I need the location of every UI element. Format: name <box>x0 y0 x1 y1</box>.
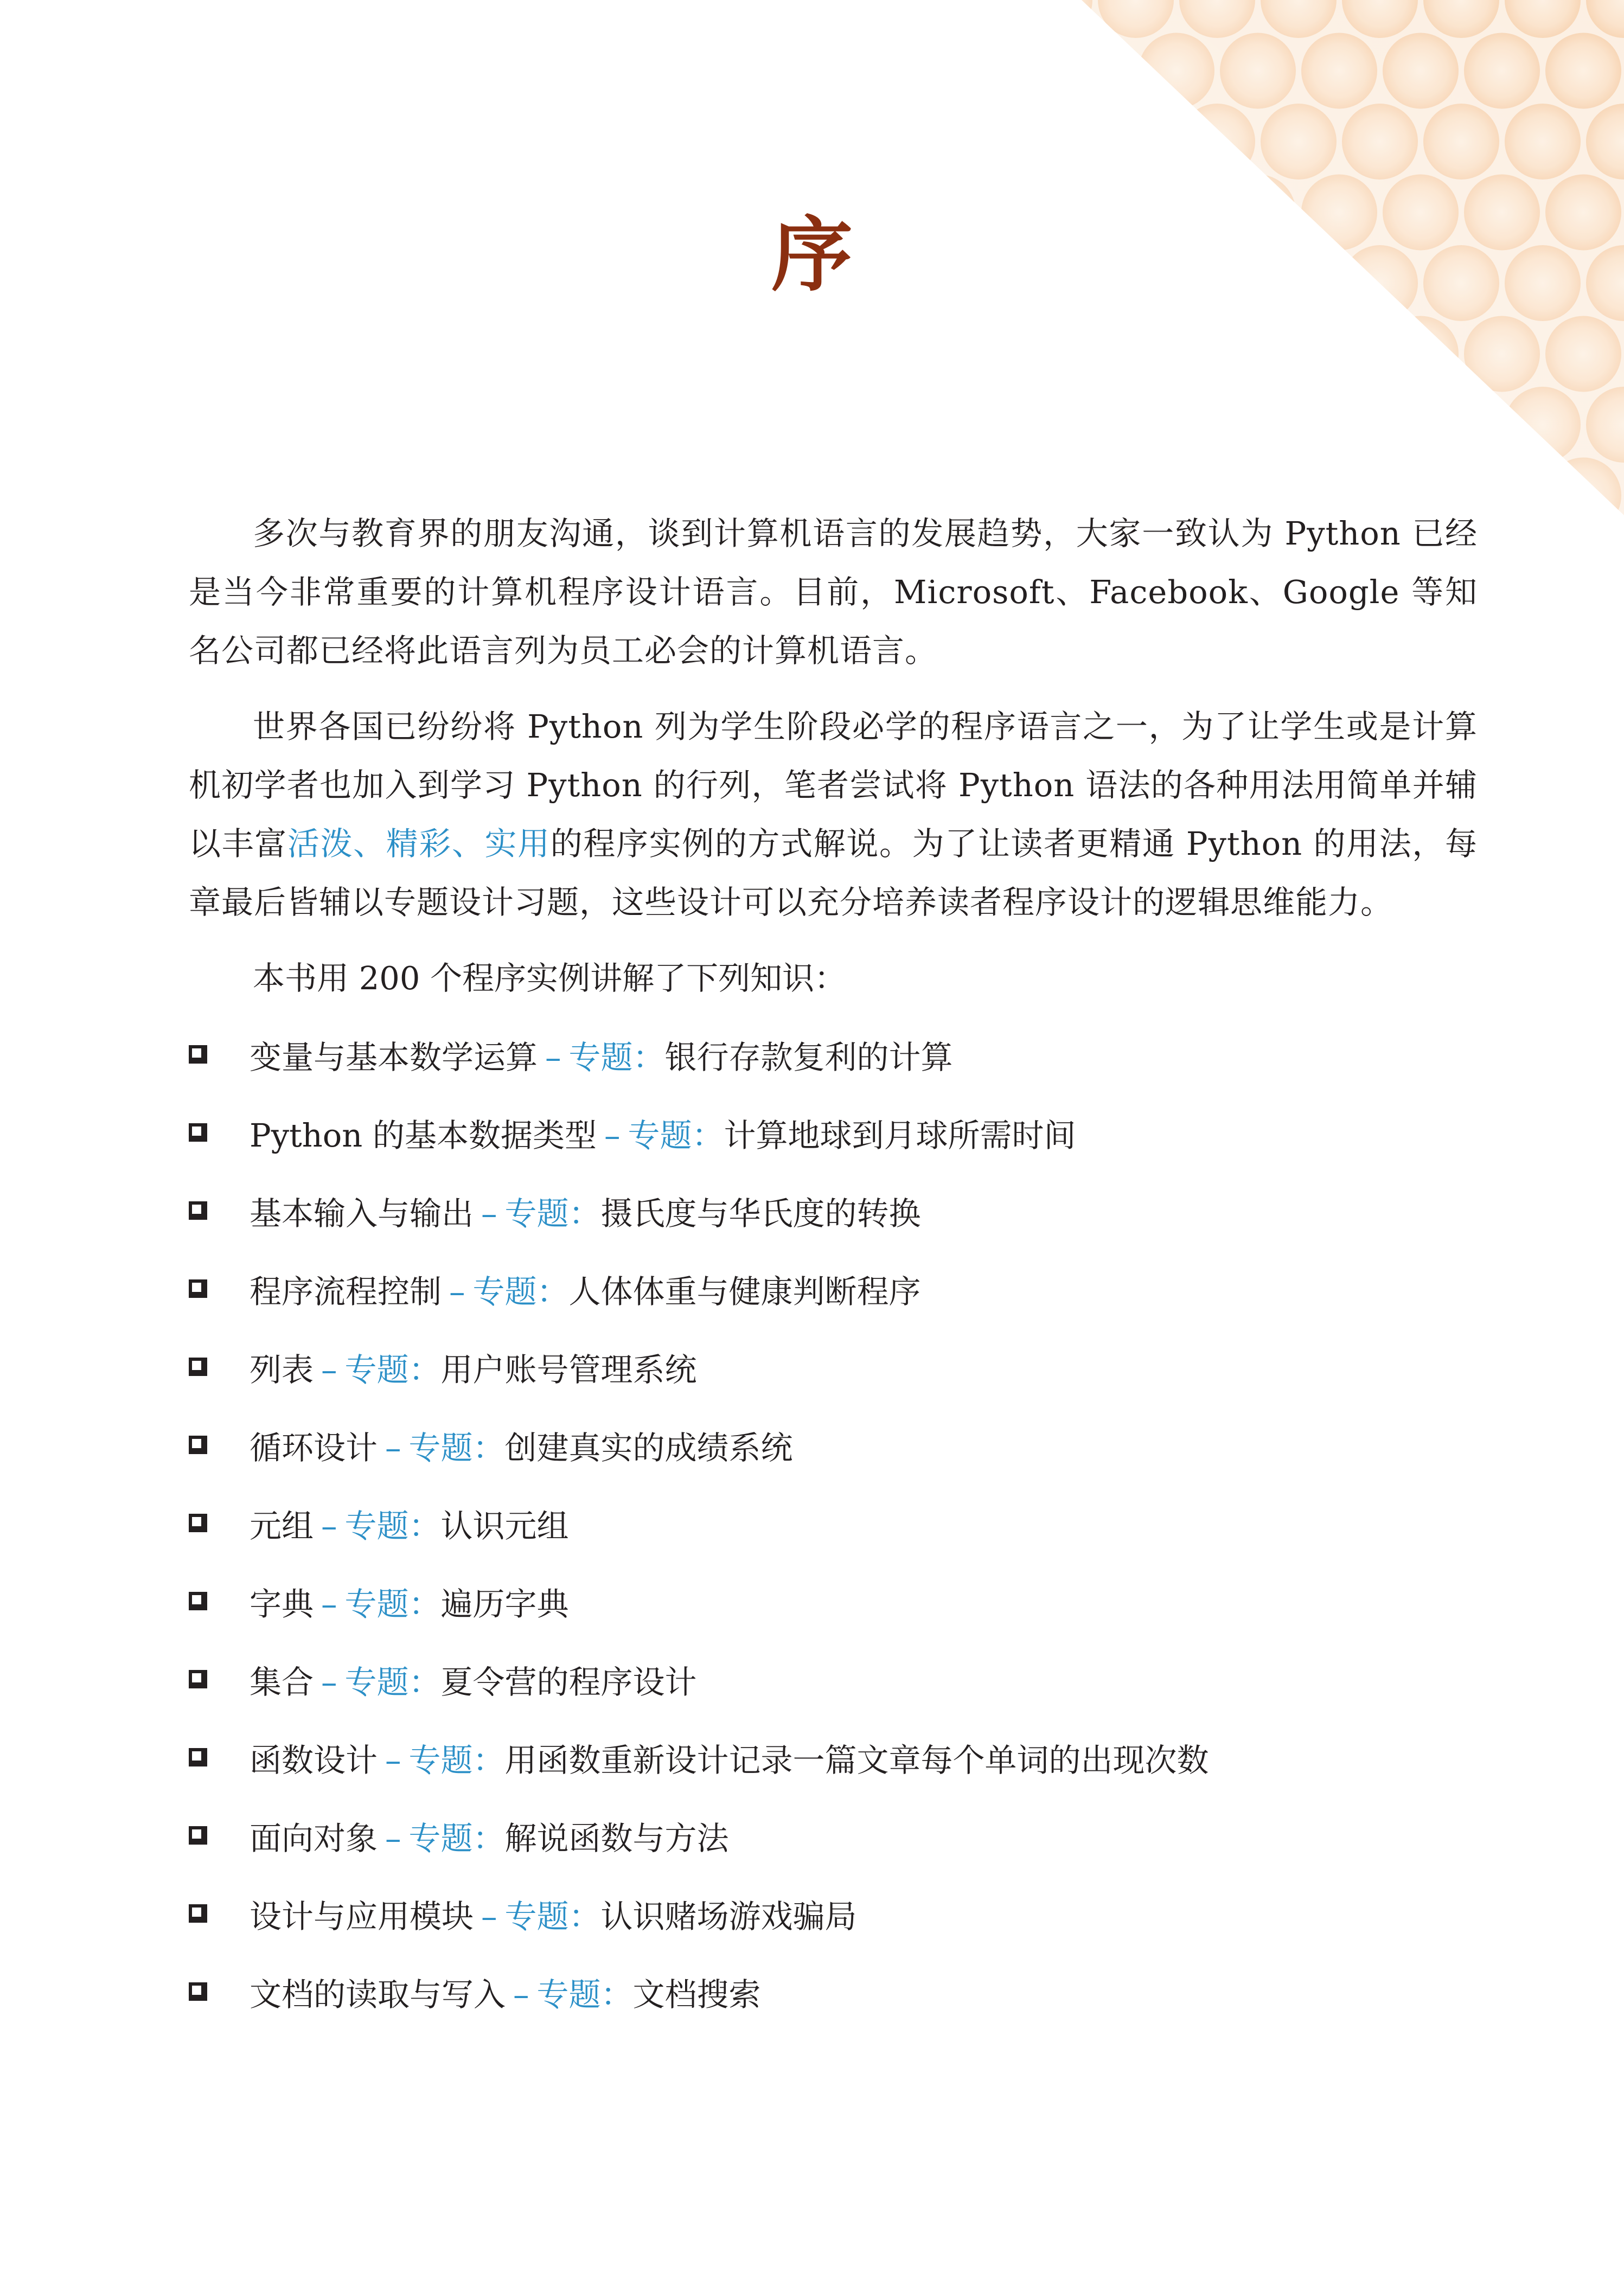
topic-item <box>189 1106 1478 1165</box>
topic-project: 摄氏度与华氏度的转换 <box>600 1195 921 1232</box>
topic-item <box>189 1966 1478 2024</box>
checkbox-icon <box>189 1670 207 1688</box>
topic-label: 专题： <box>408 1429 505 1467</box>
topic-label: 专题： <box>568 1039 665 1076</box>
topic-project: 遍历字典 <box>440 1585 569 1623</box>
topic-label: 专题： <box>344 1507 441 1545</box>
topic-project: 文档搜索 <box>632 1976 761 2013</box>
topic-label: 专题： <box>504 1195 601 1232</box>
topic-project: 创建真实的成绩系统 <box>504 1429 793 1467</box>
topic-separator: – <box>545 1039 561 1076</box>
paragraph-2 <box>189 697 1478 932</box>
paragraph-2-highlight: 活泼、精彩、实用 <box>287 825 551 862</box>
checkbox-icon <box>189 1514 207 1532</box>
topic-label: 专题： <box>504 1898 601 1935</box>
topic-name: 函数设计 <box>250 1742 378 1779</box>
topic-name: 集合 <box>250 1663 314 1701</box>
topic-separator: – <box>385 1742 401 1779</box>
topic-name: 循环设计 <box>250 1429 378 1467</box>
checkbox-icon <box>189 1982 207 2001</box>
topic-name: 字典 <box>250 1585 314 1623</box>
topic-label: 专题： <box>536 1976 633 2013</box>
topic-label: 专题： <box>344 1351 441 1388</box>
topic-separator: – <box>481 1195 497 1232</box>
preface-body <box>189 504 1478 2044</box>
topic-name: 元组 <box>250 1507 314 1545</box>
topic-separator: – <box>321 1507 337 1545</box>
topic-name: 程序流程控制 <box>250 1273 442 1310</box>
topic-separator: – <box>513 1976 529 2013</box>
topic-project: 夏令营的程序设计 <box>440 1663 697 1701</box>
topic-project: 计算地球到月球所需时间 <box>724 1117 1076 1154</box>
checkbox-icon <box>189 1592 207 1610</box>
checkbox-icon <box>189 1279 207 1298</box>
page-title: 序 <box>771 207 853 303</box>
topic-label: 专题： <box>408 1742 505 1779</box>
topic-separator: – <box>385 1429 401 1467</box>
topic-project: 认识赌场游戏骗局 <box>600 1898 857 1935</box>
topic-separator: – <box>481 1898 497 1935</box>
topic-separator: – <box>385 1820 401 1857</box>
topic-project: 人体体重与健康判断程序 <box>568 1273 921 1310</box>
topic-separator: – <box>321 1351 337 1388</box>
topic-item <box>189 1575 1478 1634</box>
topic-name: 文档的读取与写入 <box>250 1976 506 2013</box>
topic-list <box>189 1028 1478 2024</box>
topic-item <box>189 1653 1478 1712</box>
paragraph-1: 多次与教育界的朋友沟通，谈到计算机语言的发展趋势，大家一致认为 Python 已经是当今非常重要的计算机程序设计语言。目前，Microsoft、Facebook、Google 等知名公司都已经将此语言列为员工必会的计算机语言。 <box>189 515 1478 669</box>
topic-label: 专题： <box>408 1820 505 1857</box>
checkbox-icon <box>189 1201 207 1220</box>
checkbox-icon <box>189 1826 207 1845</box>
paragraph-2-start: 世界各国已纷纷将 Python 列为学生阶段必学的程序语言之一，为了让学生或是计算机初学者也加入到学习 Python 的行列，笔者尝试将 Python 语法的各种用法用简单并辅以丰富 <box>189 708 1478 862</box>
topic-project: 银行存款复利的计算 <box>664 1039 953 1076</box>
topic-item <box>189 1887 1478 1946</box>
topic-separator: – <box>604 1117 621 1154</box>
checkbox-icon <box>189 1358 207 1376</box>
topic-item <box>189 1341 1478 1399</box>
topic-project: 用函数重新设计记录一篇文章每个单词的出现次数 <box>504 1742 1209 1779</box>
checkbox-icon <box>189 1748 207 1766</box>
topic-item <box>189 1263 1478 1321</box>
topic-separator: – <box>321 1663 337 1701</box>
topic-item <box>189 1497 1478 1556</box>
topic-item <box>189 1028 1478 1087</box>
topic-item <box>189 1185 1478 1243</box>
topic-item <box>189 1419 1478 1477</box>
topic-separator: – <box>449 1273 465 1310</box>
topic-name: 基本输入与输出 <box>250 1195 474 1232</box>
topic-name: 设计与应用模块 <box>250 1898 474 1935</box>
topic-name: Python 的基本数据类型 <box>250 1117 597 1154</box>
checkbox-icon <box>189 1904 207 1923</box>
topic-name: 列表 <box>250 1351 314 1388</box>
topic-name: 变量与基本数学运算 <box>250 1039 538 1076</box>
topic-item <box>189 1809 1478 1868</box>
topic-label: 专题： <box>344 1585 441 1623</box>
topic-project: 解说函数与方法 <box>504 1820 729 1857</box>
paragraph-2-end: 的程序实例的方式解说。为了让读者更精通 Python 的用法，每章最后皆辅以专题设计习题，这些设计可以充分培养读者程序设计的逻辑思维能力。 <box>189 825 1478 921</box>
checkbox-icon <box>189 1123 207 1142</box>
topic-item <box>189 1731 1478 1790</box>
checkbox-icon <box>189 1436 207 1454</box>
topic-label: 专题： <box>628 1117 724 1154</box>
topic-label: 专题： <box>472 1273 569 1310</box>
topic-project: 认识元组 <box>440 1507 569 1545</box>
topics-intro: 本书用 200 个程序实例讲解了下列知识： <box>253 959 847 997</box>
topic-label: 专题： <box>344 1663 441 1701</box>
topic-project: 用户账号管理系统 <box>440 1351 697 1388</box>
topic-separator: – <box>321 1585 337 1623</box>
topic-name: 面向对象 <box>250 1820 378 1857</box>
checkbox-icon <box>189 1045 207 1064</box>
